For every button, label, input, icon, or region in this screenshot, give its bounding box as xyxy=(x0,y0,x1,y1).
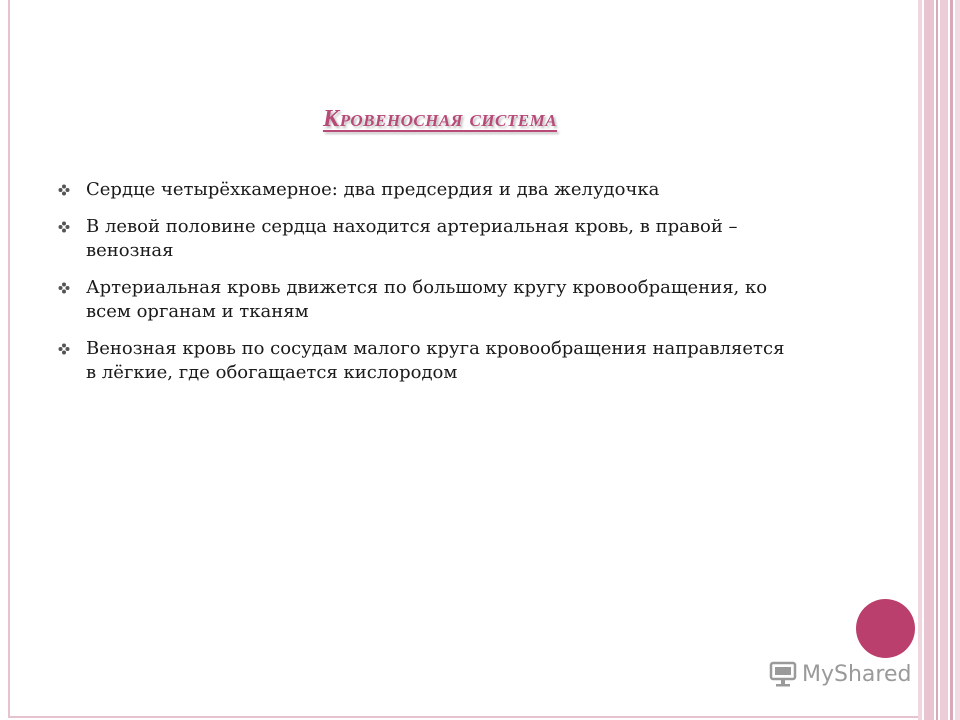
decorative-stripes xyxy=(918,0,960,720)
diamond-bullet-icon xyxy=(58,282,70,294)
diamond-bullet-icon xyxy=(58,221,70,233)
bullet-item xyxy=(58,215,798,263)
bullet-list xyxy=(58,178,798,398)
watermark-text: MyShared xyxy=(802,661,912,687)
diamond-bullet-icon xyxy=(58,343,70,355)
bullet-item xyxy=(58,276,798,324)
bullet-text: Сердце четырёхкамерное: два предсердия и два желудочка xyxy=(86,179,660,200)
bullet-text: Венозная кровь по сосудам малого круга кровообращения направляется в лёгкие, где обогащается кислородом xyxy=(86,338,785,383)
bullet-item xyxy=(58,337,798,385)
watermark-logo xyxy=(768,656,911,692)
diamond-bullet-icon xyxy=(58,184,70,196)
bullet-text: В левой половине сердца находится артериальная кровь, в правой – венозная xyxy=(86,216,738,261)
slide-title: Кровеносная система xyxy=(322,106,558,132)
bullet-item xyxy=(58,178,798,202)
bullet-text: Артериальная кровь движется по большому кругу кровообращения, ко всем органам и тканям xyxy=(86,277,768,322)
decorative-circle xyxy=(856,599,915,658)
presentation-screen-icon xyxy=(768,659,798,689)
